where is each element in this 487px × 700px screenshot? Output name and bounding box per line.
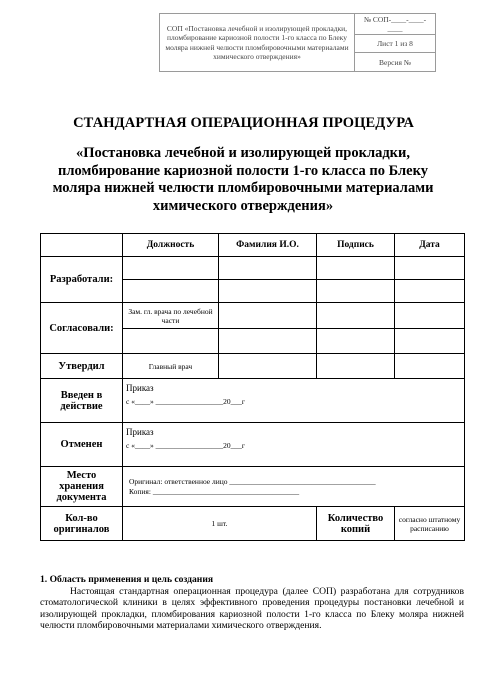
document-header bbox=[159, 13, 436, 72]
row-label-originals-count: Кол-во оригиналов bbox=[41, 507, 123, 541]
storage-details bbox=[123, 467, 465, 507]
introduced-order bbox=[123, 379, 465, 423]
table-row bbox=[41, 354, 465, 379]
table-row bbox=[41, 507, 465, 541]
sop-number: № СОП-____-____-____ bbox=[355, 14, 436, 35]
order-label: Приказ bbox=[126, 383, 154, 393]
cancelled-order bbox=[123, 423, 465, 467]
order-date-line: с «____» __________________20___г bbox=[126, 441, 245, 450]
approved-position: Главный врач bbox=[123, 354, 219, 379]
row-label-copies-count: Количество копий bbox=[317, 507, 395, 541]
copies-count: согласно штатному расписанию bbox=[395, 507, 465, 541]
original-line: Оригинал: ответственное лицо _______________________________________ bbox=[129, 476, 376, 486]
copy-line: Копия: _______________________________________ bbox=[129, 486, 300, 496]
table-row bbox=[41, 257, 465, 280]
row-label-cancelled: Отменен bbox=[41, 423, 123, 467]
section-scope bbox=[40, 574, 464, 632]
header-empty-cell bbox=[41, 234, 123, 257]
table-row bbox=[41, 423, 465, 467]
row-label-approved: Утвердил bbox=[41, 354, 123, 379]
table-row bbox=[41, 379, 465, 423]
row-label-storage: Место хранения документа bbox=[41, 467, 123, 507]
col-header-signature: Подпись bbox=[317, 234, 395, 257]
approval-table bbox=[40, 233, 465, 541]
sheet-number: Лист 1 из 8 bbox=[355, 34, 436, 53]
version-number: Версия № bbox=[355, 53, 436, 72]
table-row bbox=[41, 467, 465, 507]
section-heading: 1. Область применения и цель создания bbox=[40, 574, 214, 585]
document-subtitle: «Постановка лечебной и изолирующей прокладки, пломбирование кариозной полости 1-го класса по Блеку моляра нижней челюсти пломбировочными материалами химического отверждения» bbox=[52, 145, 434, 214]
originals-count: 1 шт. bbox=[123, 507, 317, 541]
col-header-position: Должность bbox=[123, 234, 219, 257]
col-header-date: Дата bbox=[395, 234, 465, 257]
order-label: Приказ bbox=[126, 427, 154, 437]
order-date-line: с «____» __________________20___г bbox=[126, 397, 245, 406]
col-header-name: Фамилия И.О. bbox=[219, 234, 317, 257]
header-title: СОП «Постановка лечебной и изолирующей прокладки, пломбирование кариозной полости 1-го класса по Блеку моляра нижней челюсти пломбировочными материалами химического отверждения» bbox=[160, 14, 355, 72]
row-label-introduced: Введен в действие bbox=[41, 379, 123, 423]
document-heading: СТАНДАРТНАЯ ОПЕРАЦИОННАЯ ПРОЦЕДУРА bbox=[73, 115, 414, 131]
row-label-developed: Разработали: bbox=[41, 257, 123, 303]
section-text: Настоящая стандартная операционная процедура (далее СОП) разработана для сотрудников стоматологической клиники в целях эффективного проведения процедуры постановки лечебной и изолирующей прокладки, пломбирования кариозной полости 1-го класса по Блеку моляра нижней челюсти пломбировочными материалами химического отверждения. bbox=[40, 585, 464, 631]
row-label-agreed: Согласовали: bbox=[41, 303, 123, 354]
agreed-position: Зам. гл. врача по лечебной части bbox=[123, 303, 219, 329]
table-row bbox=[41, 303, 465, 329]
table-header-row bbox=[41, 234, 465, 257]
